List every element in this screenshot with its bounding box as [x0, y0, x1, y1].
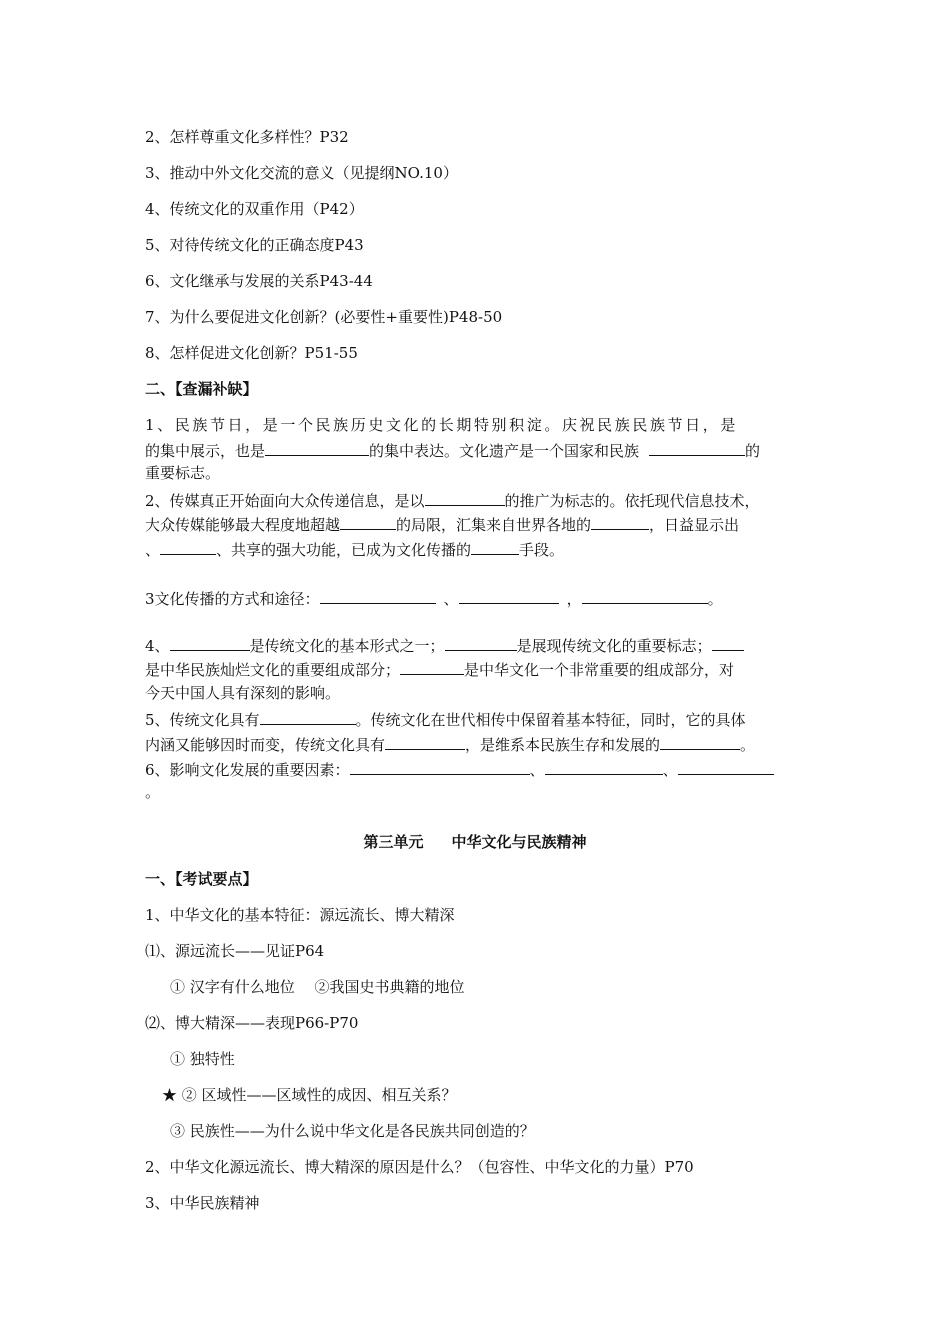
- question-3: 3文化传播的方式和途径： 、 ， 。: [145, 587, 723, 609]
- fill-blank[interactable]: [340, 513, 396, 530]
- fill-blank[interactable]: [350, 758, 530, 775]
- question-4-line-2: 是中华民族灿烂文化的重要组成部分； 是中华文化一个非常重要的组成部分，对: [145, 658, 734, 680]
- fill-blank[interactable]: [160, 538, 216, 555]
- list-item: ③ 民族性——为什么说中华文化是各民族共同创造的？: [170, 1122, 535, 1140]
- fill-blank[interactable]: [582, 587, 708, 604]
- list-item: 2、怎样尊重文化多样性？P32: [145, 128, 349, 146]
- fill-blank[interactable]: [385, 733, 465, 750]
- fill-blank[interactable]: [260, 708, 356, 725]
- fill-blank[interactable]: [170, 634, 250, 651]
- list-item: ① 汉字有什么地位 ②我国史书典籍的地位: [170, 978, 465, 996]
- fill-blank[interactable]: [678, 758, 774, 775]
- question-2-line-1: 2、传媒真正开始面向大众传递信息，是以 的推广为标志的。依托现代信息技术，: [145, 489, 760, 511]
- fill-blank[interactable]: [265, 439, 369, 456]
- question-1-line-3: 重要标志。: [145, 464, 221, 482]
- list-item: 7、为什么要促进文化创新？(必要性+重要性)P48-50: [145, 308, 503, 326]
- list-item: 4、传统文化的双重作用（P42）: [145, 200, 364, 218]
- list-item: 3、推动中外文化交流的意义（见提纲NO.10）: [145, 164, 458, 182]
- question-4-line-3: 今天中国人具有深刻的影响。: [145, 684, 341, 702]
- question-1-line-2: 的集中展示，也是 的集中表达。文化遗产是一个国家和民族 的: [145, 439, 760, 461]
- list-item: ⑴、源远流长——见证P64: [145, 942, 325, 960]
- list-item: 2、中华文化源远流长、博大精深的原因是什么？（包容性、中华文化的力量）P70: [145, 1158, 694, 1176]
- fill-blank[interactable]: [425, 489, 505, 506]
- list-item: 8、怎样促进文化创新？P51-55: [145, 344, 358, 362]
- unit-title: 第三单元 中华文化与民族精神: [363, 833, 587, 851]
- list-item: 1、中华文化的基本特征：源远流长、博大精深: [145, 906, 455, 924]
- question-2-line-2: 大众传媒能够最大程度地超越 的局限，汇集来自世界各地的 ，日益显示出: [145, 513, 739, 535]
- list-item: 6、文化继承与发展的关系P43-44: [145, 272, 373, 290]
- list-item: ⑵、博大精深——表现P66-P70: [145, 1014, 359, 1032]
- fill-blank[interactable]: [545, 758, 663, 775]
- question-5-line-2: 内涵又能够因时而变，传统文化具有 ，是维系本民族生存和发展的 。: [145, 733, 755, 755]
- fill-blank[interactable]: [445, 634, 517, 651]
- fill-blank[interactable]: [400, 658, 464, 675]
- fill-blank[interactable]: [471, 538, 519, 555]
- question-6-line-1: 6、影响文化发展的重要因素： 、 、: [145, 758, 774, 780]
- question-2-line-3: 、 、共享的强大功能，已成为文化传播的 手段。: [145, 538, 564, 560]
- list-item: ① 独特性: [170, 1050, 235, 1068]
- fill-blank[interactable]: [660, 733, 740, 750]
- section-heading: 一、【考试要点】: [145, 870, 258, 888]
- question-6-line-2: 。: [145, 783, 161, 801]
- list-item: ★ ② 区域性——区域性的成因、相互关系？: [162, 1086, 457, 1104]
- question-4-line-1: 4、 是传统文化的基本形式之一； 是展现传统文化的重要标志；: [145, 634, 744, 656]
- question-5-line-1: 5、传统文化具有 。传统文化在世代相传中保留着基本特征，同时，它的具体: [145, 708, 746, 730]
- fill-blank[interactable]: [712, 634, 744, 651]
- question-1-line-1: 1、民族节日，是一个民族历史文化的长期特别积淀。庆祝民族民族节日，是: [145, 416, 738, 434]
- list-item: 3、中华民族精神: [145, 1194, 260, 1212]
- fill-blank[interactable]: [649, 439, 745, 456]
- fill-blank[interactable]: [591, 513, 649, 530]
- fill-blank[interactable]: [320, 587, 436, 604]
- section-heading: 二、【查漏补缺】: [145, 380, 258, 398]
- fill-blank[interactable]: [459, 587, 559, 604]
- list-item: 5、对待传统文化的正确态度P43: [145, 236, 364, 254]
